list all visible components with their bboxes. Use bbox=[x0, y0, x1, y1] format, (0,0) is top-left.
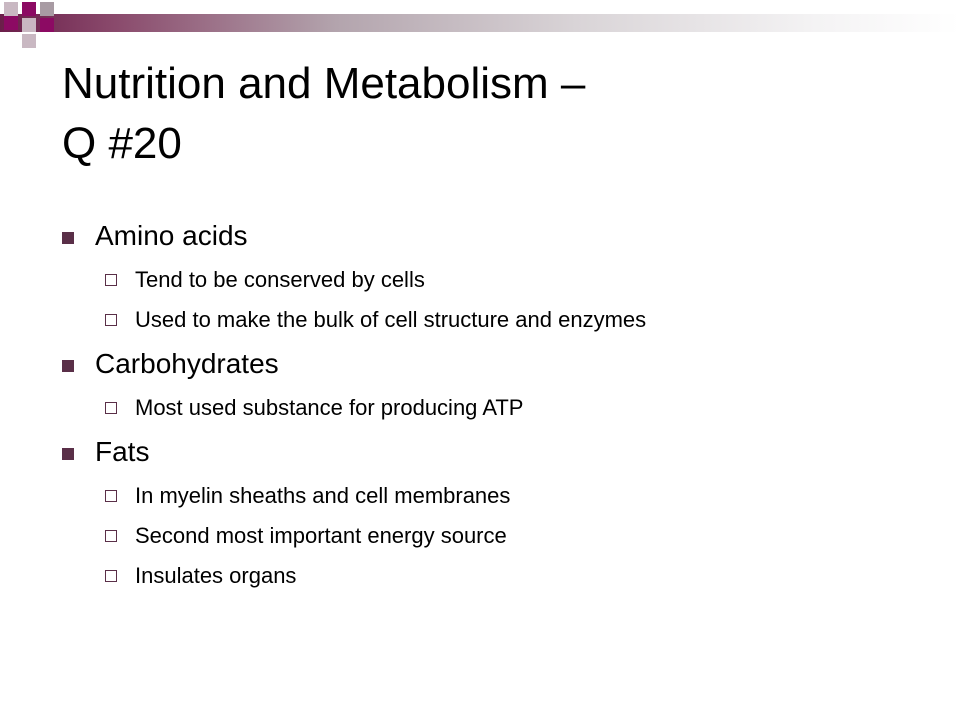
hollow-square-bullet-icon bbox=[105, 402, 117, 414]
sub-point-text: In myelin sheaths and cell membranes bbox=[135, 483, 511, 508]
hollow-square-bullet-icon bbox=[105, 490, 117, 502]
hollow-square-bullet-icon bbox=[105, 314, 117, 326]
square-bullet-icon bbox=[62, 448, 74, 460]
sub-point-text: Insulates organs bbox=[135, 563, 297, 588]
decor-square bbox=[22, 2, 36, 16]
topic-fats bbox=[62, 428, 922, 476]
square-bullet-icon bbox=[62, 232, 74, 244]
sub-point bbox=[62, 556, 922, 596]
hollow-square-bullet-icon bbox=[105, 570, 117, 582]
decor-square bbox=[40, 2, 54, 16]
topic-heading: Fats bbox=[95, 436, 150, 467]
sub-point bbox=[62, 388, 922, 428]
sub-point-text: Used to make the bulk of cell structure and enzymes bbox=[135, 307, 647, 332]
sub-point bbox=[62, 476, 922, 516]
decor-square bbox=[22, 34, 36, 48]
decor-square bbox=[4, 16, 18, 30]
header-decoration bbox=[0, 0, 960, 60]
hollow-square-bullet-icon bbox=[105, 274, 117, 286]
topic-amino-acids bbox=[62, 212, 922, 260]
title-line-1: Nutrition and Metabolism – bbox=[62, 59, 586, 108]
topic-heading: Carbohydrates bbox=[95, 348, 279, 379]
topic-carbohydrates bbox=[62, 340, 922, 388]
sub-point-text: Tend to be conserved by cells bbox=[135, 267, 425, 292]
sub-point bbox=[62, 516, 922, 556]
square-bullet-icon bbox=[62, 360, 74, 372]
bullet-list bbox=[62, 212, 922, 596]
sub-point-text: Second most important energy source bbox=[135, 523, 507, 548]
decor-square bbox=[4, 2, 18, 16]
hollow-square-bullet-icon bbox=[105, 530, 117, 542]
decor-square bbox=[22, 18, 36, 32]
sub-point bbox=[62, 260, 922, 300]
topic-heading: Amino acids bbox=[95, 220, 248, 251]
sub-point-text: Most used substance for producing ATP bbox=[135, 395, 524, 420]
slide-title bbox=[62, 54, 922, 174]
sub-point bbox=[62, 300, 922, 340]
decor-square bbox=[40, 18, 54, 32]
title-line-2: Q #20 bbox=[62, 119, 182, 168]
header-gradient-bar bbox=[0, 14, 960, 32]
